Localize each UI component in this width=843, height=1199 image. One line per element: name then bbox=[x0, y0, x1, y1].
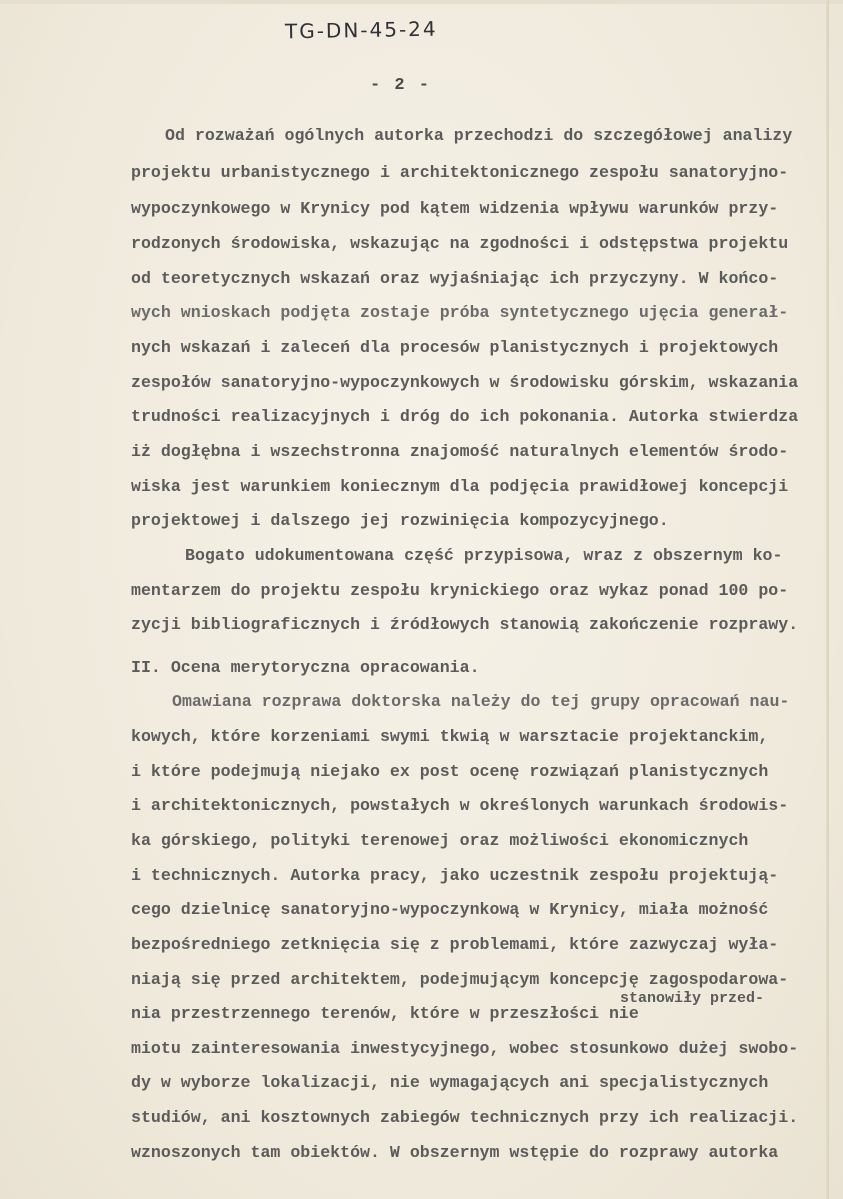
text-line: studiów, ani kosztownych zabiegów technicznych przy ich realizacji. bbox=[131, 1108, 799, 1127]
text-line: kowych, które korzeniami swymi tkwią w warsztacie projektanckim, bbox=[131, 727, 769, 746]
text-line: Omawiana rozprawa doktorska należy do tej grupy opracowań nau- bbox=[172, 692, 790, 711]
text-line: nych wskazań i zaleceń dla procesów planistycznych i projektowych bbox=[131, 338, 779, 357]
text-line: od teoretycznych wskazań oraz wyjaśniając ich przyczyny. W końco- bbox=[131, 269, 779, 288]
handwritten-archive-id: TG-DN-45-24 bbox=[284, 16, 438, 44]
text-line: cego dzielnicę sanatoryjno-wypoczynkową w Krynicy, miała możność bbox=[131, 900, 769, 919]
text-line: projektu urbanistycznego i architektonicznego zespołu sanatoryjno- bbox=[131, 163, 789, 182]
text-line: rodzonych środowiska, wskazując na zgodności i odstępstwa projektu bbox=[131, 234, 789, 253]
text-line: bezpośredniego zetknięcia się z problemami, które zazwyczaj wyła- bbox=[131, 935, 779, 954]
text-line: i które podejmują niejako ex post ocenę rozwiązań planistycznych bbox=[131, 762, 769, 781]
text-line: wiska jest warunkiem koniecznym dla podjęcia prawidłowej koncepcji bbox=[131, 477, 789, 496]
text-line: wypoczynkowego w Krynicy pod kątem widzenia wpływu warunków przy- bbox=[131, 199, 779, 218]
text-line: projektowej i dalszego jej rozwinięcia kompozycyjnego. bbox=[131, 511, 669, 530]
paper-top-edge bbox=[0, 0, 843, 4]
page-number: - 2 - bbox=[370, 76, 432, 95]
text-line: Od rozważań ogólnych autorka przechodzi do szczegółowej analizy bbox=[165, 126, 793, 145]
text-line: miotu zainteresowania inwestycyjnego, wobec stosunkowo dużej swobo- bbox=[131, 1039, 799, 1058]
paper-right-edge bbox=[826, 0, 829, 1199]
text-line: Bogato udokumentowana część przypisowa, wraz z obszernym ko- bbox=[185, 546, 783, 565]
text-line: ka górskiego, polityki terenowej oraz możliwości ekonomicznych bbox=[131, 831, 749, 850]
text-line: wznoszonych tam obiektów. W obszernym wstępie do rozprawy autorka bbox=[131, 1143, 779, 1162]
text-line: i architektonicznych, powstałych w określonych warunkach środowis- bbox=[131, 796, 789, 815]
text-line: iż dogłębna i wszechstronna znajomość naturalnych elementów środo- bbox=[131, 442, 789, 461]
text-line: trudności realizacyjnych i dróg do ich pokonania. Autorka stwierdza bbox=[131, 407, 799, 426]
section-heading: II. Ocena merytoryczna opracowania. bbox=[131, 658, 480, 677]
text-line: mentarzem do projektu zespołu krynickiego oraz wykaz ponad 100 po- bbox=[131, 581, 789, 600]
text-line: dy w wyborze lokalizacji, nie wymagających ani specjalistycznych bbox=[131, 1073, 769, 1092]
text-line: nia przestrzennego terenów, które w przeszłości nie bbox=[131, 1004, 639, 1023]
text-line: i technicznych. Autorka pracy, jako uczestnik zespołu projektują- bbox=[131, 866, 779, 885]
text-line-inserted-above: stanowiły przed- bbox=[620, 990, 765, 1007]
text-line: niają się przed architektem, podejmującym koncepcję zagospodarowa- bbox=[131, 970, 789, 989]
text-line: wych wnioskach podjęta zostaje próba syntetycznego ujęcia generał- bbox=[131, 303, 789, 322]
text-line: zycji bibliograficznych i źródłowych stanowią zakończenie rozprawy. bbox=[131, 615, 799, 634]
text-line: zespołów sanatoryjno-wypoczynkowych w środowisku górskim, wskazania bbox=[131, 373, 799, 392]
